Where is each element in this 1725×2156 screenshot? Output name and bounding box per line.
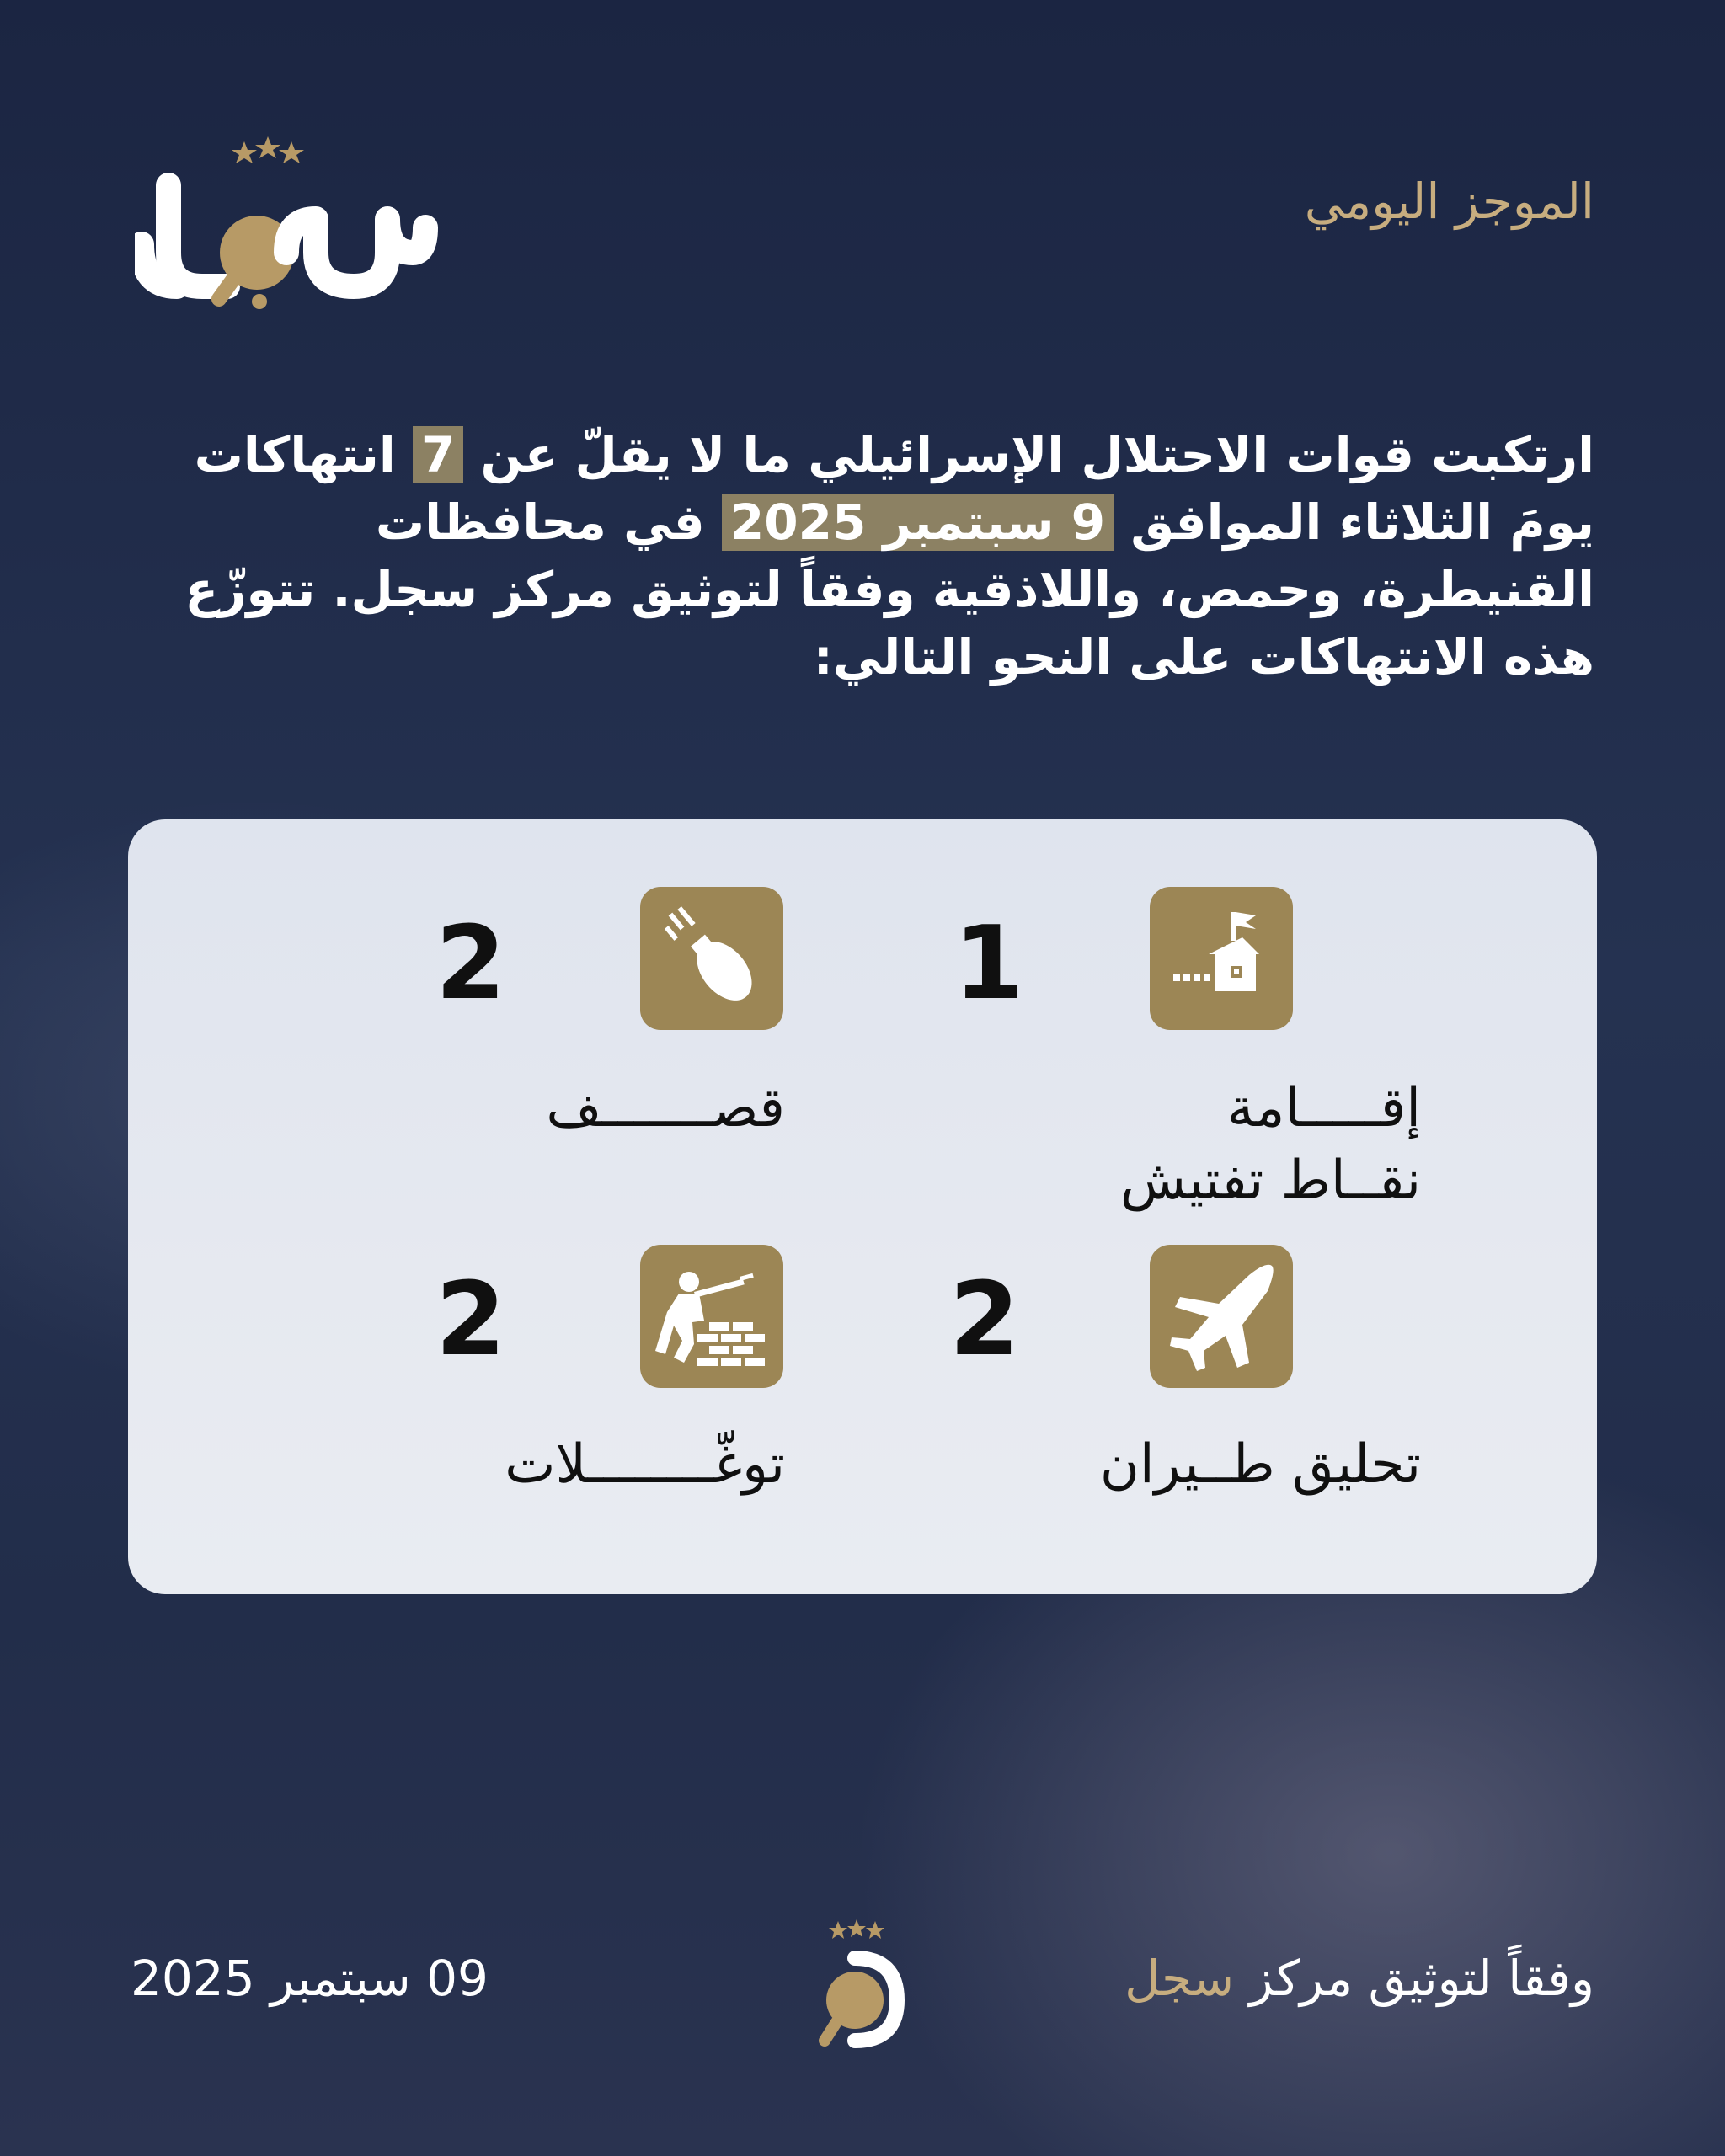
bombing-count: 2 [435, 905, 506, 1022]
jet-label: تحليق طــيران [1099, 1433, 1421, 1496]
footer-source-name: سجل [1124, 1950, 1235, 2007]
incursion-count: 2 [435, 1262, 506, 1379]
incursion-icon [640, 1245, 783, 1388]
footer-date: 09 سبتمبر 2025 [131, 1950, 489, 2007]
stats-card [128, 819, 1597, 1594]
footer-source [1124, 1950, 1594, 2007]
footer-source-prefix: وفقاً لتوثيق مركز [1234, 1950, 1594, 2007]
bombing-icon [640, 887, 783, 1030]
daily-brief-label: الموجز اليومي [1304, 173, 1594, 230]
checkpoint-count: 1 [953, 905, 1024, 1022]
jet-count: 2 [949, 1262, 1020, 1379]
date-highlight: 9 سبتمبر 2025 [722, 494, 1114, 551]
incursion-label: توغّــــــــلات [505, 1433, 785, 1496]
intro-text-3: في محافظات القنيطرة، وحمص، واللاذقية وفقاً لتوثيق مركز سجل. تتوزّع هذه الانتهاكات على النحو التالي: [184, 494, 1594, 686]
jet-icon [1150, 1245, 1293, 1388]
sijil-emblem-icon [804, 1916, 914, 2051]
intro-text-1: ارتكبت قوات الاحتلال الإسرائيلي ما لا يقلّ عن [463, 426, 1594, 483]
intro-text-2: انتهاكات يومَ الثلاثاء الموافق [194, 426, 1594, 551]
checkpoint-label: إقـــــامة نقــاط تفتيش [1119, 1077, 1421, 1212]
bombing-label: قصـــــــف [546, 1077, 785, 1139]
intro-paragraph [125, 421, 1594, 691]
violations-count-highlight: 7 [413, 426, 463, 483]
checkpoint-icon [1150, 887, 1293, 1030]
sijil-logo [135, 126, 438, 312]
